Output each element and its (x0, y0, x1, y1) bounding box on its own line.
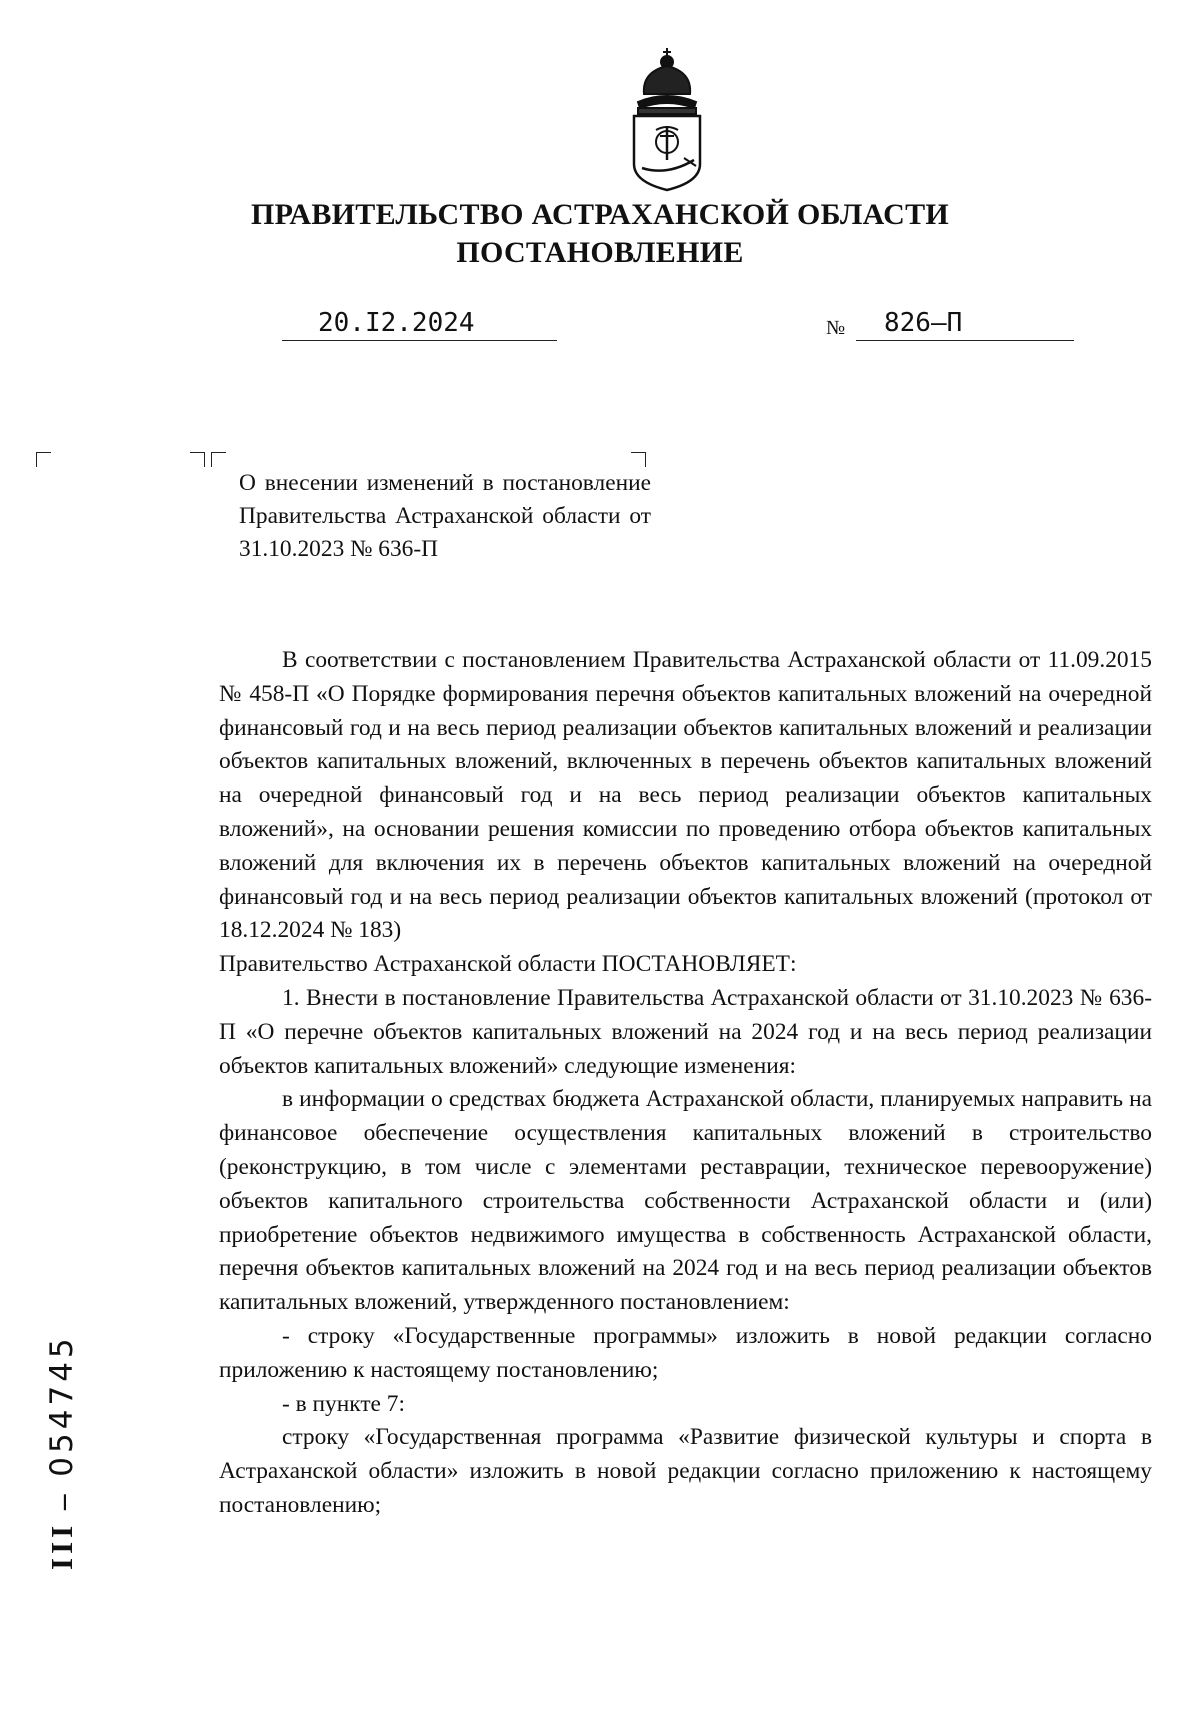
body-paragraph-item-1: 1. Внести в постановление Правительства Астраханской области от 31.10.2023 № 636-П «О перечне объектов капитальных вложений на 2024 год и на весь период реализации объектов капитальных вложений» следующие изменения: (219, 984, 1152, 1079)
body-paragraph-sport-program: строку «Государственная программа «Развитие физической культуры и спорта в Астраханской области» изложить в новой редакции согласно приложению к настоящему постановлению; (219, 1424, 1152, 1518)
body-paragraph-preamble: В соответствии с постановлением Правительства Астраханской области от 11.09.2015 № 458-П «О Порядке формирования перечня объектов капитальных вложений на очередной финансовый год и на весь период реализации объектов капитальных вложений и реализации объектов капитальных вложений, включенных в перечень объектов капитальных вложений на очередной финансовый год и на весь период реализации объектов капитальных вложений», на основании решения комиссии по проведению отбора объектов капитальных вложений для включения их в перечень объектов капитальных вложений на очередной финансовый год и на весь период реализации объектов капитальных вложений (протокол от 18.12.2024 № 183) (219, 647, 1152, 944)
serial-number (44, 1334, 80, 1570)
document-body (219, 644, 1152, 1523)
body-paragraph-budget-info: в информации о средствах бюджета Астраханской области, планируемых направить на финансовое обеспечение осуществления капитальных вложений в строительство (реконструкцию, в том числе с элементами реставрации, техническое перевооружение) объектов капитального строительства собственности Астраханской области и (или) приобретение объектов недвижимого имущества в собственность Астраханской области, перечня объектов капитальных вложений на 2024 год и на весь период реализации объектов капитальных вложений, утвержденного постановлением: (219, 1086, 1152, 1316)
coat-of-arms-emblem (624, 46, 710, 192)
corner-mark-subject-right (631, 452, 646, 467)
document-type: ПОСТАНОВЛЕНИЕ (456, 236, 744, 269)
corner-mark-left (36, 452, 51, 467)
document-date: 20.I2.2024 (318, 308, 475, 338)
body-paragraph-resolution: Правительство Астраханской области ПОСТАНОВЛЯЕТ: (219, 951, 797, 978)
body-paragraph-programs-row: - строку «Государственные программы» изложить в новой редакции согласно приложению к настоящему постановлению; (219, 1322, 1152, 1383)
government-header (0, 196, 1200, 272)
body-paragraph-point-7: - в пункте 7: (282, 1390, 405, 1417)
number-label: № (826, 317, 846, 339)
serial-prefix: III – (44, 1490, 79, 1570)
government-title: ПРАВИТЕЛЬСТВО АСТРАХАНСКОЙ ОБЛАСТИ (250, 198, 950, 231)
document-number: 826–П (884, 308, 963, 338)
document-subject: О внесении изменений в постановление Правительства Астраханской области от 31.10.2023 № 636-П (239, 470, 651, 562)
serial-value: 054745 (44, 1334, 80, 1477)
corner-mark-subject-left-b (211, 452, 226, 467)
corner-mark-subject-left-a (190, 452, 205, 467)
